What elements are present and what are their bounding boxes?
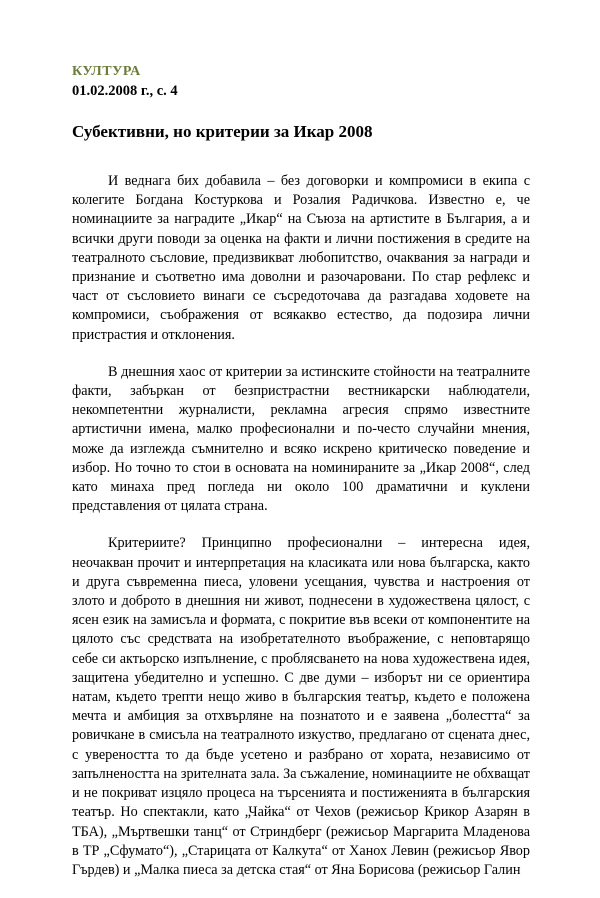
publication-logo: КУЛТУРА: [72, 64, 141, 79]
article-paragraph: И веднага бих добавила – без договорки и компромиси в екипа с колегите Богдана Костуркова и Розалия Радичкова. Известно е, че номинациите за наградите „Икар“ на Съюза на артистите в България, а и всички други поводи за оценка на факти и лични постижения в средите на театралното съсловие, предизвикват любопитство, очаквания за награди и признание и съответно има доволни и разочаровани. По стар рефлекс и част от съсловието винаги се съсредоточава да разгадава ходовете на компромиси, съображения от всякакво естество, да подозира лични пристрастия и отклонения.: [72, 173, 530, 343]
article-paragraph: Критериите? Принципно професионални – интересна идея, неочакван прочит и интерпретация на класиката или нова българска, както и друга съвременна пиеса, уловени усещания, чувства и настроения от злото и доброто в днешния ни живот, поднесени в художествена цялост, с ясен език на замисъла и формата, с покритие във всеки от компонентите на цялото със средствата на изобретателното въображение, с неповтарящо себе си актьорско изпълнение, с проблясването на нова художествена идея, защитена убедително и успешно. С две думи – изборът ни се ориентира натам, където трепти нещо живо в българския театър, където е положена мечта и амбиция за отхвърляне на познатото и е заявена „болестта“ за ровичкане в смисъла на театралното изкуство, предлагано от сцената днес, с увереността то да бъде усетено и разбрано от хората, независимо от запълнеността на зрителната зала. За съжаление, номинациите не обхващат и не покриват изцяло процеса на търсенията и постиженията в българския театър. Но спектакли, като „Чайка“ от Чехов (режисьор Крикор Азарян в ТБА), „Мъртвешки танц“ от Стриндберг (режисьор Маргарита Младенова в ТР „Сфумато“), „Старицата от Калкута“ от Ханох Левин (режисьор Явор Гърдев) и „Малка пиеса за детска стая“ от Яна Борисова (режисьор Галин: [72, 535, 530, 878]
issue-date-line: 01.02.2008 г., с. 4: [72, 83, 178, 99]
document-page: [72, 64, 530, 898]
article-title: Субективни, но критерии за Икар 2008: [72, 122, 373, 141]
article-body: [72, 172, 530, 880]
article-paragraph: В днешния хаос от критерии за истинските стойности на театралните факти, забъркан от безпристрастни вестникарски наблюдатели, некомпетентни журналисти, рекламна агресия спрямо известните артистични имена, малко професионални и по-често случайни мнения, може да изглежда съмнително и всяко искрено критическо поведение и избор. Но точно то стои в основата на номинираните за „Икар 2008“, след като минаха пред погледа ни около 100 драматични и куклени представления от цялата страна.: [72, 363, 530, 515]
